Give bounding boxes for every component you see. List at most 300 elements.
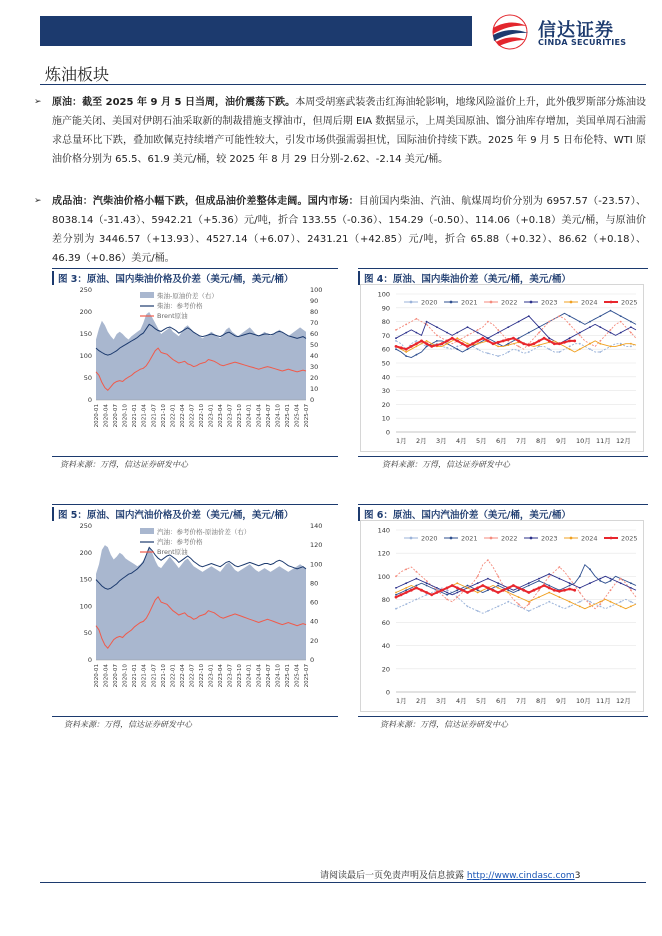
series-point-2024 [548,592,550,594]
series-point-2025 [395,596,398,599]
logo-text-en: CINDA SECURITIES [538,38,627,47]
series-point-2025 [573,589,576,592]
y-left-tick-label: 250 [79,286,92,294]
y-left-tick-label: 200 [79,548,92,557]
series-point-2025 [487,587,490,590]
series-point-2020 [477,348,479,350]
series-point-2024 [579,348,581,350]
footer-link[interactable]: http://www.cindasc.com [466,871,575,881]
fig3-top-rule [52,268,338,269]
series-point-2025 [533,342,536,345]
fig3-bottom-rule [52,456,338,457]
series-point-2022 [497,329,499,331]
y-tick-label: 80 [381,595,390,604]
series-point-2021 [610,310,612,312]
series-point-2025 [430,345,433,348]
series-point-2025 [563,589,566,592]
legend-marker-2023 [530,301,533,304]
series-point-2024 [569,348,571,350]
series-point-2024 [599,601,601,603]
x-tick-label: 7月 [516,697,527,705]
legend-marker-2021 [450,301,453,304]
series-point-2020 [477,610,479,612]
x-tick-label: 2025-07 [304,664,310,688]
fig3-title: 图 3：原油、国内柴油价格及价差（美元/桶，美元/桶） [52,271,293,285]
y-right-tick-label: 100 [310,286,323,294]
x-tick-label: 2024-04 [256,664,263,688]
paragraph-refined-body: 目前国内柴油、汽油、航煤周均价分别为 6957.57（-23.57）、8038.14（-31.43）、5942.21（+5.36）元/吨，折合 133.55（-0.36）、154.29（-0.50）、114.06（+0.18）美元/桶，与原油价差分别为 3446.57（+13.93）、4527.14（+6.07）、2431.21（+42.85）元/吨，折合 65.88（+0.32）、86.62（+0.18）、46.39（+0.86）美元/桶。 [52,196,646,264]
x-tick-label: 1月 [396,697,407,705]
series-point-2020 [416,599,418,601]
series-point-2023 [426,582,428,584]
y-right-tick-label: 90 [310,297,319,305]
series-point-2021 [405,589,407,591]
y-tick-label: 20 [381,665,390,674]
series-point-2024 [559,596,561,598]
x-tick-label: 2025-07 [304,404,310,428]
series-point-2024 [416,346,418,348]
series-point-2022 [599,340,601,342]
section-title: 炼油板块 [45,65,110,84]
logo-text-cn: 信达证券 [538,20,614,41]
series-point-2025 [436,591,439,594]
series-point-2020 [426,594,428,596]
series-point-2023 [467,326,469,328]
y-right-tick-label: 70 [310,319,319,327]
legend-label: 柴油-原油价差（右） [157,292,218,300]
series-point-2025 [563,341,566,344]
series-point-2023 [548,337,550,339]
series-point-2021 [589,568,591,570]
series-point-2020 [497,606,499,608]
x-tick-label: 2022-10 [199,404,205,428]
series-point-2025 [507,587,510,590]
x-tick-label: 2022-04 [179,664,186,688]
series-point-2021 [436,340,438,342]
series-point-2023 [446,592,448,594]
y-tick-label: 0 [385,428,390,437]
series-point-2025 [527,591,530,594]
series-point-2020 [456,346,458,348]
series-point-2021 [548,585,550,587]
series-point-2024 [610,346,612,348]
x-tick-label: 2022-07 [189,404,196,428]
legend-label: 2021 [461,298,478,307]
series-point-2024 [538,344,540,346]
series-point-2023 [569,582,571,584]
series-point-2025 [456,587,459,590]
series-point-2021 [426,585,428,587]
legend-label: 2021 [461,534,478,543]
y-right-tick-label: 20 [310,636,319,645]
series-point-2023 [528,315,530,317]
series-point-2025 [425,342,428,345]
series-point-2025 [446,340,449,343]
x-tick-label: 8月 [536,697,547,705]
series-point-2022 [416,318,418,320]
series-point-2025 [451,584,454,587]
series-point-2023 [569,337,571,339]
x-tick-label: 3月 [436,697,447,705]
x-tick-label: 2023-10 [237,664,244,688]
fig5-source: 资料来源：万得，信达证券研发中心 [64,720,192,729]
series-point-2024 [395,592,397,594]
legend-label: 2023 [541,534,558,543]
series-point-2022 [528,603,530,605]
y-right-tick-label: 10 [310,385,319,393]
series-point-2022 [548,575,550,577]
series-point-2025 [395,345,398,348]
legend-marker-2025 [610,301,613,304]
x-tick-label: 2025-04 [294,664,301,688]
x-tick-label: 2024-10 [275,404,282,428]
series-point-2023 [528,582,530,584]
series-point-2023 [487,578,489,580]
series-point-2021 [569,585,571,587]
series-point-2025 [538,340,541,343]
series-point-2020 [630,346,632,348]
x-tick-label: 2022-01 [170,664,177,688]
series-point-2020 [538,606,540,608]
series-point-2024 [630,343,632,345]
series-point-2022 [456,596,458,598]
y-right-tick-label: 40 [310,352,319,360]
x-tick-label: 2021-04 [141,404,148,428]
series-point-2020 [548,348,550,350]
series-point-2025 [425,591,428,594]
y-right-tick-label: 0 [310,656,315,664]
series-point-2025 [568,588,571,591]
series-point-2022 [610,329,612,331]
legend-label: 2022 [501,298,518,307]
y-tick-label: 10 [381,414,390,423]
legend-label: 汽油：参考价格-原油价差（右） [157,528,251,536]
legend-label: 2020 [421,298,438,307]
section-divider [40,84,646,85]
series-point-2021 [477,589,479,591]
series-point-2022 [538,589,540,591]
series-point-2022 [405,324,407,326]
x-tick-label: 2023-07 [227,664,234,688]
series-point-2020 [507,351,509,353]
y-tick-label: 120 [377,549,390,558]
x-tick-label: 2020-01 [94,404,100,428]
series-point-2020 [630,601,632,603]
x-tick-label: 2022-10 [199,664,205,688]
series-point-2025 [466,591,469,594]
legend-swatch-spread [140,292,154,298]
x-tick-label: 2月 [416,437,427,445]
series-point-2025 [410,345,413,348]
series-point-2024 [630,606,632,608]
series-point-2022 [446,599,448,601]
series-point-2025 [568,340,571,343]
series-point-2021 [620,315,622,317]
footer-disclaimer: 请阅读最后一页免责声明及信息披露 [320,871,465,881]
series-point-2020 [579,343,581,345]
series-point-2025 [553,342,556,345]
series-point-2025 [441,342,444,345]
series-point-2025 [476,340,479,343]
series-point-2022 [630,589,632,591]
series-point-2023 [446,332,448,334]
series-point-2024 [497,587,499,589]
series-point-2021 [416,354,418,356]
fig4-source: 资料来源：万得，信达证券研发中心 [382,460,510,469]
y-tick-label: 90 [381,304,390,313]
series-point-2024 [497,346,499,348]
legend-marker-2022 [490,537,493,540]
series-point-2025 [502,589,505,592]
x-tick-label: 2024-01 [246,664,253,688]
cinda-logo-icon [488,14,534,50]
series-point-2020 [416,340,418,342]
legend-marker-2024 [570,537,573,540]
series-point-2022 [467,335,469,337]
footer [320,868,580,881]
series-point-2024 [610,601,612,603]
legend-swatch-spread [140,528,154,534]
legend-label: Brent原油 [157,548,188,556]
x-tick-label: 2020-07 [113,404,120,428]
series-point-2025 [420,589,423,592]
series-point-2023 [456,592,458,594]
series-point-2022 [395,575,397,577]
series-point-2023 [426,321,428,323]
y-tick-label: 80 [381,318,390,327]
series-point-2021 [395,594,397,596]
fig5-bottom-rule [52,716,338,717]
x-tick-label: 2024-01 [246,404,253,428]
fig6-top-rule [358,504,648,505]
series-point-2025 [497,341,500,344]
series-point-2024 [620,606,622,608]
x-tick-label: 6月 [496,437,507,445]
series-point-2023 [548,573,550,575]
fig6-title: 图 6：原油、国内汽油价差（美元/桶，美元/桶） [358,507,571,521]
fig4-title: 图 4：原油、国内柴油价差（美元/桶，美元/桶） [358,271,571,285]
paragraph-crude-body: 本周受胡塞武装袭击红海油轮影响，地缘风险溢价上升，此外俄罗斯部分炼油设施产能关闭、美国对伊朗石油采取新的制裁措施支撑油市，但周后期 EIA 数据显示，上周美国原油、馏分油库存增加，美国单周石油需求总量环比下跌，叠加欧佩克持续增产可能性较大，引发市场供强需弱担忧，国际油价持续下跌。2025 年 9 月 5 日布伦特、WTI 原油价格分别为 65.5、61.9 美元/桶，较 2025 年 8 月 29 日分别-2.62、-2.14 美元/桶。 [52,97,646,165]
bullet-icon: ➢ [34,196,42,206]
series-point-2025 [543,337,546,340]
series-point-2020 [569,346,571,348]
series-point-2023 [589,582,591,584]
series-point-2025 [548,587,551,590]
series-point-2025 [405,591,408,594]
series-point-2022 [477,329,479,331]
series-point-2022 [579,592,581,594]
y-right-tick-label: 80 [310,579,319,588]
series-point-2021 [518,337,520,339]
x-tick-label: 9月 [556,697,567,705]
series-point-2025 [487,340,490,343]
series-point-2025 [507,338,510,341]
series-point-2023 [436,326,438,328]
series-point-2022 [589,603,591,605]
x-tick-label: 1月 [396,437,407,445]
x-tick-label: 2020-01 [94,664,100,688]
paragraph-refined-lead: 成品油：汽柴油价格小幅下跌，但成品油价差整体走阔。国内市场： [52,196,359,207]
x-tick-label: 4月 [456,697,467,705]
series-point-2020 [507,601,509,603]
series-point-2021 [507,589,509,591]
x-tick-label: 2020-04 [103,664,110,688]
y-tick-label: 60 [381,345,390,354]
legend-label: 2025 [621,298,638,307]
series-point-2023 [477,582,479,584]
series-point-2024 [426,340,428,342]
y-tick-label: 140 [377,526,390,535]
y-right-tick-label: 60 [310,330,319,338]
legend-marker-2024 [570,301,573,304]
x-tick-label: 2024-04 [256,404,263,428]
series-point-2025 [522,342,525,345]
series-point-2024 [620,344,622,346]
x-tick-label: 2025-01 [284,664,291,688]
series-point-2025 [476,587,479,590]
series-point-2025 [538,587,541,590]
fig4-svg [360,284,644,452]
series-point-2022 [436,335,438,337]
series-point-2020 [528,351,530,353]
fig5-title: 图 5：原油、国内汽油价格及价差（美元/桶，美元/桶） [52,507,293,521]
series-point-2024 [446,343,448,345]
y-left-tick-label: 150 [79,330,92,338]
spread-area [96,312,306,400]
bullet-icon: ➢ [34,97,42,107]
series-point-2022 [487,559,489,561]
y-right-tick-label: 20 [310,374,319,382]
x-tick-label: 12月 [616,437,631,445]
series-point-2022 [610,589,612,591]
series-point-2024 [538,596,540,598]
series-point-2023 [507,326,509,328]
x-tick-label: 11月 [596,437,611,445]
series-point-2024 [456,337,458,339]
series-point-2021 [528,585,530,587]
y-right-tick-label: 40 [310,617,319,626]
series-point-2022 [436,589,438,591]
series-point-2023 [620,332,622,334]
y-right-tick-label: 140 [310,522,323,530]
y-left-tick-label: 150 [79,575,92,584]
series-point-2024 [589,343,591,345]
series-point-2024 [467,587,469,589]
legend-label: 2023 [541,298,558,307]
x-tick-label: 2022-04 [179,404,186,428]
series-point-2024 [405,351,407,353]
series-point-2020 [569,606,571,608]
series-point-2023 [589,326,591,328]
page-number: 3 [574,871,581,881]
series-point-2023 [405,582,407,584]
series-point-2022 [395,329,397,331]
paragraph-crude-lead: 原油：截至 2025 年 9 月 5 日当周，油价震荡下跌。 [52,97,296,108]
series-point-2020 [548,601,550,603]
series-point-2021 [467,348,469,350]
series-point-2025 [553,589,556,592]
series-point-2021 [497,585,499,587]
series-point-2025 [512,337,515,340]
series-point-2025 [461,342,464,345]
chart-frame [361,285,644,452]
y-tick-label: 70 [381,331,390,340]
series-point-2022 [599,603,601,605]
series-point-2025 [471,589,474,592]
y-tick-label: 60 [381,619,390,628]
series-point-2020 [405,603,407,605]
y-right-tick-label: 100 [310,560,323,569]
paragraph-crude [34,93,646,169]
x-tick-label: 2025-01 [284,404,291,428]
series-point-2020 [518,606,520,608]
series-point-2025 [471,342,474,345]
series-point-2024 [589,606,591,608]
series-point-2020 [446,347,448,349]
series-point-2021 [456,589,458,591]
series-point-2020 [395,608,397,610]
x-tick-label: 8月 [536,437,547,445]
y-left-tick-label: 0 [87,396,92,404]
series-point-2023 [436,587,438,589]
y-right-tick-label: 120 [310,541,323,550]
series-point-2022 [405,568,407,570]
series-point-2025 [522,589,525,592]
x-tick-label: 2025-04 [294,404,301,428]
legend-marker-2025 [610,537,613,540]
series-point-2021 [528,332,530,334]
footer-divider [40,882,646,883]
series-point-2021 [579,575,581,577]
series-point-2022 [487,321,489,323]
y-right-tick-label: 50 [310,341,319,349]
fig4-chart [360,284,644,452]
series-point-2021 [538,580,540,582]
series-point-2022 [518,603,520,605]
series-point-2021 [579,321,581,323]
y-tick-label: 30 [381,387,390,396]
legend-marker-2022 [490,301,493,304]
series-point-2020 [518,350,520,352]
series-point-2024 [467,343,469,345]
series-point-2025 [481,337,484,340]
series-point-2023 [559,578,561,580]
x-tick-label: 2023-01 [208,664,215,688]
x-tick-label: 2020-04 [103,404,110,428]
fig4-top-rule [358,268,648,269]
series-point-2024 [599,343,601,345]
y-left-tick-label: 0 [87,656,92,664]
y-tick-label: 40 [381,642,390,651]
series-point-2022 [559,315,561,317]
x-tick-label: 9月 [556,437,567,445]
legend-label: 2022 [501,534,518,543]
series-point-2022 [518,346,520,348]
series-point-2020 [497,355,499,357]
series-point-2024 [518,596,520,598]
y-tick-label: 40 [381,373,390,382]
x-tick-label: 2023-10 [237,404,244,428]
y-tick-label: 0 [385,688,390,697]
series-point-2023 [487,337,489,339]
x-tick-label: 2024-07 [265,404,272,428]
legend-label: 2024 [581,534,598,543]
series-point-2024 [507,592,509,594]
series-point-2021 [405,355,407,357]
series-point-2020 [589,601,591,603]
x-tick-label: 10月 [576,437,591,445]
series-point-2023 [416,332,418,334]
